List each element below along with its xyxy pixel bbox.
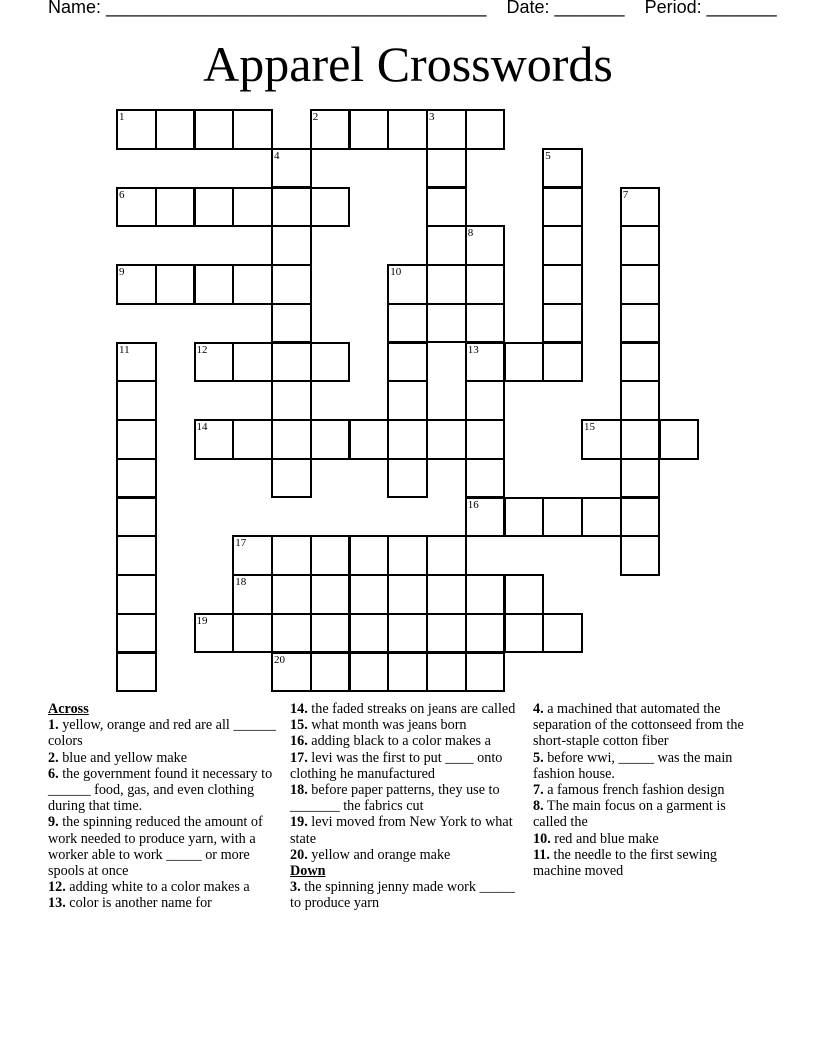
grid-cell[interactable] bbox=[387, 458, 428, 499]
grid-cell[interactable] bbox=[116, 458, 157, 499]
clue-number: 5. bbox=[533, 749, 544, 766]
grid-cell[interactable] bbox=[504, 574, 545, 615]
grid-cell[interactable] bbox=[387, 264, 428, 305]
clue-text: color is another name for bbox=[65, 895, 212, 912]
grid-cell[interactable] bbox=[271, 187, 312, 228]
grid-cell[interactable] bbox=[426, 574, 467, 615]
grid-cell[interactable] bbox=[465, 225, 506, 266]
grid-cell[interactable] bbox=[465, 109, 506, 150]
grid-cell[interactable] bbox=[387, 109, 428, 150]
grid-cell[interactable] bbox=[426, 303, 467, 344]
grid-cell[interactable] bbox=[116, 419, 157, 460]
grid-cell[interactable] bbox=[426, 187, 467, 228]
grid-cell[interactable] bbox=[194, 264, 235, 305]
grid-cell[interactable] bbox=[310, 652, 351, 693]
grid-cell[interactable] bbox=[620, 264, 661, 305]
period-blank[interactable]: _______ bbox=[706, 0, 777, 17]
clue-across-15 bbox=[290, 717, 518, 733]
clue-down-3 bbox=[290, 879, 518, 911]
grid-cell[interactable] bbox=[581, 497, 622, 538]
grid-cell[interactable] bbox=[465, 574, 506, 615]
clue-across-1 bbox=[48, 717, 278, 749]
grid-cell[interactable] bbox=[542, 342, 583, 383]
grid-cell[interactable] bbox=[426, 535, 467, 576]
clue-across-6 bbox=[48, 766, 278, 815]
clue-number: 8. bbox=[533, 798, 544, 815]
grid-cell[interactable] bbox=[620, 458, 661, 499]
clue-number: 13. bbox=[48, 895, 66, 912]
grid-cell[interactable] bbox=[232, 613, 273, 654]
across-heading: Across bbox=[48, 701, 89, 717]
grid-cell[interactable] bbox=[426, 613, 467, 654]
grid-cell[interactable] bbox=[310, 574, 351, 615]
grid-cell[interactable] bbox=[504, 497, 545, 538]
grid-cell[interactable] bbox=[271, 458, 312, 499]
cell-number: 4 bbox=[274, 149, 280, 162]
clue-number: 6. bbox=[48, 765, 59, 782]
grid-cell[interactable] bbox=[465, 342, 506, 383]
grid-cell[interactable] bbox=[542, 187, 583, 228]
grid-cell[interactable] bbox=[349, 419, 390, 460]
clue-down-4 bbox=[533, 701, 763, 750]
grid-cell[interactable] bbox=[271, 264, 312, 305]
grid-cell[interactable] bbox=[465, 652, 506, 693]
grid-cell[interactable] bbox=[232, 264, 273, 305]
cell-number: 9 bbox=[119, 266, 125, 278]
clue-number: 4. bbox=[533, 701, 544, 717]
grid-cell[interactable] bbox=[542, 497, 583, 538]
grid-cell[interactable] bbox=[465, 458, 506, 499]
grid-cell[interactable] bbox=[271, 652, 312, 693]
clue-number: 18. bbox=[290, 782, 308, 799]
grid-cell[interactable] bbox=[387, 613, 428, 654]
grid-cell[interactable] bbox=[271, 303, 312, 344]
grid-cell[interactable] bbox=[426, 148, 467, 189]
grid-cell[interactable] bbox=[465, 303, 506, 344]
cell-number: 5 bbox=[545, 149, 551, 162]
grid-cell[interactable] bbox=[310, 109, 351, 150]
grid-cell[interactable] bbox=[465, 419, 506, 460]
grid-cell[interactable] bbox=[194, 187, 235, 228]
clue-across-17 bbox=[290, 750, 518, 782]
clue-number: 20. bbox=[290, 846, 308, 863]
grid-cell[interactable] bbox=[620, 187, 661, 228]
grid-cell[interactable] bbox=[465, 380, 506, 421]
grid-cell[interactable] bbox=[465, 613, 506, 654]
grid-cell[interactable] bbox=[620, 225, 661, 266]
grid-cell[interactable] bbox=[426, 652, 467, 693]
grid-cell[interactable] bbox=[349, 652, 390, 693]
clue-text: levi was the first to put ____ onto clothing he manufactured bbox=[290, 749, 503, 782]
clues-column-1 bbox=[48, 701, 278, 912]
grid-cell[interactable] bbox=[465, 497, 506, 538]
grid-cell[interactable] bbox=[310, 535, 351, 576]
clue-number: 1. bbox=[48, 717, 59, 734]
grid-cell[interactable] bbox=[426, 419, 467, 460]
cell-number: 7 bbox=[622, 188, 629, 201]
crossword-grid bbox=[117, 110, 699, 692]
grid-cell[interactable] bbox=[659, 419, 700, 460]
clue-text: The main focus on a garment is called the bbox=[533, 798, 726, 831]
grid-cell[interactable] bbox=[116, 497, 157, 538]
clue-number: 3. bbox=[290, 879, 301, 896]
grid-cell[interactable] bbox=[620, 380, 661, 421]
grid-cell[interactable] bbox=[310, 187, 351, 228]
cell-number: 16 bbox=[467, 498, 479, 511]
grid-cell[interactable] bbox=[426, 225, 467, 266]
cell-number: 20 bbox=[274, 653, 285, 666]
grid-cell[interactable] bbox=[542, 264, 583, 305]
clue-number: 7. bbox=[533, 782, 544, 799]
clue-text: the spinning jenny made work _____ to produce yarn bbox=[290, 879, 515, 912]
grid-cell[interactable] bbox=[271, 535, 312, 576]
grid-cell[interactable] bbox=[271, 380, 312, 421]
clue-across-12 bbox=[48, 879, 278, 895]
clues-column-3 bbox=[533, 701, 763, 879]
cell-number: 15 bbox=[584, 421, 595, 433]
grid-cell[interactable] bbox=[426, 264, 467, 305]
grid-cell[interactable] bbox=[116, 264, 157, 305]
grid-cell[interactable] bbox=[194, 109, 235, 150]
grid-cell[interactable] bbox=[232, 187, 273, 228]
name-blank[interactable]: ______________________________________ bbox=[106, 0, 487, 17]
grid-cell[interactable] bbox=[271, 225, 312, 266]
grid-cell[interactable] bbox=[194, 342, 235, 383]
cell-number: 2 bbox=[312, 111, 319, 123]
cell-number: 13 bbox=[467, 343, 479, 356]
grid-cell[interactable] bbox=[620, 497, 661, 538]
clue-across-16 bbox=[290, 733, 518, 749]
grid-cell[interactable] bbox=[581, 419, 622, 460]
grid-cell[interactable] bbox=[116, 574, 157, 615]
clue-text: the faded streaks on jeans are called bbox=[307, 701, 516, 717]
clue-across-19 bbox=[290, 814, 518, 846]
grid-cell[interactable] bbox=[542, 148, 583, 189]
grid-cell[interactable] bbox=[194, 613, 235, 654]
grid-cell[interactable] bbox=[194, 419, 235, 460]
down-heading: Down bbox=[290, 863, 326, 880]
clue-text: before wwi, _____ was the main fashion house. bbox=[533, 749, 733, 782]
clue-text: before paper patterns, they use to _______ the fabrics cut bbox=[290, 782, 500, 815]
grid-cell[interactable] bbox=[271, 613, 312, 654]
grid-cell[interactable] bbox=[426, 109, 467, 150]
grid-cell[interactable] bbox=[155, 264, 196, 305]
grid-cell[interactable] bbox=[232, 109, 273, 150]
grid-cell[interactable] bbox=[310, 342, 351, 383]
cell-number: 18 bbox=[235, 576, 247, 588]
grid-cell[interactable] bbox=[116, 613, 157, 654]
grid-cell[interactable] bbox=[116, 380, 157, 421]
clue-down-8 bbox=[533, 798, 763, 830]
grid-cell[interactable] bbox=[387, 574, 428, 615]
cell-number: 3 bbox=[429, 111, 435, 123]
cell-number: 12 bbox=[196, 343, 208, 356]
clue-text: a famous french fashion design bbox=[543, 782, 725, 799]
cell-number: 6 bbox=[119, 188, 125, 201]
grid-cell[interactable] bbox=[271, 148, 312, 189]
grid-cell[interactable] bbox=[620, 303, 661, 344]
clue-number: 12. bbox=[48, 879, 66, 896]
grid-cell[interactable] bbox=[116, 342, 157, 383]
clue-text: adding white to a color makes a bbox=[65, 879, 250, 896]
clue-down-10 bbox=[533, 831, 763, 847]
grid-cell[interactable] bbox=[349, 109, 390, 150]
clue-number: 11. bbox=[533, 846, 550, 863]
grid-cell[interactable] bbox=[271, 574, 312, 615]
grid-cell[interactable] bbox=[542, 303, 583, 344]
clue-text: red and blue make bbox=[550, 830, 659, 847]
clue-text: the needle to the first sewing machine moved bbox=[533, 846, 718, 880]
grid-cell[interactable] bbox=[387, 342, 428, 383]
student-info-header bbox=[48, 0, 777, 18]
clue-number: 9. bbox=[48, 814, 59, 831]
clue-number: 15. bbox=[290, 717, 308, 734]
grid-cell[interactable] bbox=[232, 574, 273, 615]
grid-cell[interactable] bbox=[387, 303, 428, 344]
grid-cell[interactable] bbox=[349, 574, 390, 615]
grid-cell[interactable] bbox=[504, 613, 545, 654]
clue-text: the government found it necessary to ______ food, gas, and even clothing during that time. bbox=[48, 765, 273, 815]
cell-number: 17 bbox=[235, 537, 247, 550]
cell-number: 14 bbox=[196, 421, 208, 433]
grid-cell[interactable] bbox=[504, 342, 545, 383]
grid-cell[interactable] bbox=[155, 187, 196, 228]
clue-text: adding black to a color makes a bbox=[307, 733, 491, 750]
clue-text: yellow, orange and red are all ______ colors bbox=[48, 717, 276, 750]
grid-cell[interactable] bbox=[271, 342, 312, 383]
grid-cell[interactable] bbox=[232, 535, 273, 576]
date-blank[interactable]: _______ bbox=[554, 0, 625, 17]
clue-across-20 bbox=[290, 847, 518, 863]
clue-number: 16. bbox=[290, 733, 308, 750]
clues-column-2 bbox=[290, 701, 518, 912]
clue-across-14 bbox=[290, 701, 518, 717]
clue-down-11 bbox=[533, 847, 763, 879]
grid-cell[interactable] bbox=[465, 264, 506, 305]
clue-number: 17. bbox=[290, 749, 308, 766]
grid-cell[interactable] bbox=[542, 225, 583, 266]
clue-text: the spinning reduced the amount of work needed to produce yarn, with a worker able to work _____ or more spools at once bbox=[48, 814, 263, 880]
date-label: Date: bbox=[506, 0, 555, 17]
clue-text: levi moved from New York to what state bbox=[290, 814, 513, 847]
clue-across-2 bbox=[48, 750, 278, 766]
grid-cell[interactable] bbox=[232, 419, 273, 460]
grid-cell[interactable] bbox=[116, 652, 157, 693]
grid-cell[interactable] bbox=[349, 535, 390, 576]
cell-number: 11 bbox=[119, 343, 130, 356]
cell-number: 8 bbox=[467, 227, 474, 240]
grid-cell[interactable] bbox=[271, 419, 312, 460]
page-title: Apparel Crosswords bbox=[203, 36, 613, 92]
grid-cell[interactable] bbox=[155, 109, 196, 150]
grid-cell[interactable] bbox=[387, 652, 428, 693]
grid-cell[interactable] bbox=[310, 419, 351, 460]
grid-cell[interactable] bbox=[620, 342, 661, 383]
clue-number: 19. bbox=[290, 814, 308, 831]
grid-cell[interactable] bbox=[387, 419, 428, 460]
grid-cell[interactable] bbox=[542, 613, 583, 654]
grid-cell[interactable] bbox=[310, 613, 351, 654]
grid-cell[interactable] bbox=[620, 419, 661, 460]
clue-number: 2. bbox=[48, 749, 59, 766]
clue-across-13 bbox=[48, 895, 278, 911]
grid-cell[interactable] bbox=[116, 109, 157, 150]
grid-cell[interactable] bbox=[387, 535, 428, 576]
grid-cell[interactable] bbox=[349, 613, 390, 654]
clue-text: blue and yellow make bbox=[58, 749, 188, 766]
cell-number: 10 bbox=[390, 266, 402, 278]
clue-text: what month was jeans born bbox=[307, 717, 467, 734]
clue-text: yellow and orange make bbox=[307, 846, 451, 863]
grid-cell[interactable] bbox=[387, 380, 428, 421]
clue-across-18 bbox=[290, 782, 518, 814]
grid-cell[interactable] bbox=[116, 535, 157, 576]
grid-cell[interactable] bbox=[116, 187, 157, 228]
grid-cell[interactable] bbox=[232, 342, 273, 383]
clue-text: a machined that automated the separation of the cottonseed from the short-staple cotton fiber bbox=[533, 701, 744, 750]
clue-down-5 bbox=[533, 750, 763, 782]
clue-across-9 bbox=[48, 814, 278, 879]
cell-number: 1 bbox=[119, 111, 125, 123]
cell-number: 19 bbox=[196, 614, 208, 627]
clue-down-7 bbox=[533, 782, 763, 798]
clue-number: 14. bbox=[290, 701, 308, 717]
clue-number: 10. bbox=[533, 830, 551, 847]
grid-cell[interactable] bbox=[620, 535, 661, 576]
name-label: Name: bbox=[48, 0, 107, 17]
period-label: Period: bbox=[644, 0, 707, 17]
